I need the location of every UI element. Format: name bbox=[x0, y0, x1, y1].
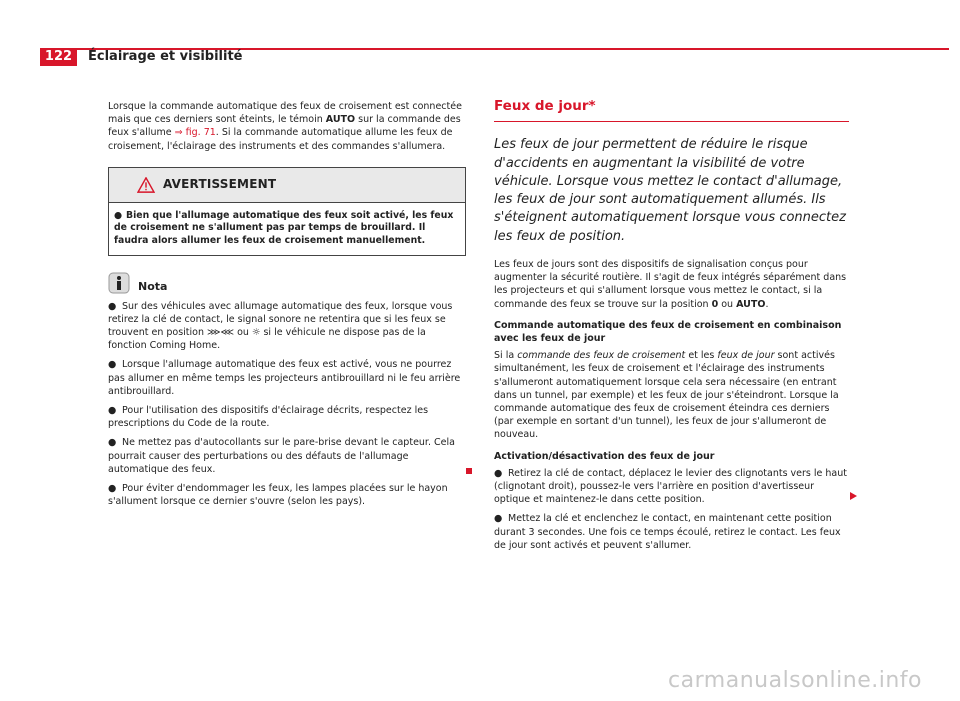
paragraph: Si la commande des feux de croisement et les feux de jour sont activés simultanément, les feux de croisement et l'éclairage des instruments s'allumeront automatiquement lorsque cela sera nécessaire (en entrant dans un tunnel, par exemple) et les feux de jour s'éteindront. Lorsque la commande automatique des feux de croisement éteindra ces derniers (par exemple en sortant d'un tunnel), les feux de jour s'allumeront de nouveau. bbox=[494, 350, 839, 441]
note-item: ● Lorsque l'allumage automatique des feux est activé, vous ne pourrez pas allumer en même temps les projecteurs antibrouillard ni le feu arrière antibrouillard. bbox=[108, 359, 461, 397]
warning-header bbox=[109, 168, 465, 203]
section-intro: Les feux de jour permettent de réduire le risque d'accidents en augmentant la visibilité de votre véhicule. Lorsque vous mettez le contact d'allumage, les feux de jour sont automatiquement allumés. Ils s'éteignent automatiquement lorsque vous connectez les feux de position. bbox=[494, 137, 846, 244]
left-column bbox=[108, 100, 466, 514]
right-column bbox=[494, 100, 849, 558]
warning-text: ● Bien que l'allumage automatique des feux soit activé, les feux de croisement ne s'allument pas par temps de brouillard. Il faudra alors allumer les feux de croisement manuellement. bbox=[114, 209, 454, 246]
watermark: carmanualsonline.info bbox=[668, 668, 922, 693]
note-title: Nota bbox=[138, 279, 168, 293]
list-item: ● Mettez la clé et enclenchez le contact, en maintenant cette position durant 3 secondes. Une fois ce temps écoulé, retirez le contact. Les feux de jour sont activés et peuvent s'allumer. bbox=[494, 513, 841, 551]
note-item: ● Ne mettez pas d'autocollants sur le pare-brise devant le capteur. Cela pourrait causer des perturbations ou des défauts de l'allumage automatique des feux. bbox=[108, 437, 455, 475]
intro-paragraph: Lorsque la commande automatique des feux de croisement est connectée mais que ces derniers sont éteints, le témoin AUTO sur la commande des feux s'allume ⇒ fig. 71. Si la commande automatique allume les feux de croisement, l'éclairage des instruments et des commandes s'allumera. bbox=[108, 101, 462, 152]
warning-box bbox=[108, 167, 466, 256]
section-title: Feux de jour* bbox=[494, 100, 849, 122]
figure-link[interactable]: ⇒ fig. 71 bbox=[174, 127, 216, 139]
warning-triangle-icon bbox=[137, 177, 155, 193]
section-end-marker bbox=[466, 468, 472, 474]
note-item: ● Pour l'utilisation des dispositifs d'éclairage décrits, respectez les prescriptions du Code de la route. bbox=[108, 405, 429, 430]
list-item: ● Retirez la clé de contact, déplacez le levier des clignotants vers le haut (clignotant droit), poussez-le vers l'arrière en position d'avertisseur optique et maintenez-le dans cette position. bbox=[494, 467, 847, 506]
subheading: Activation/désactivation des feux de jour bbox=[494, 450, 715, 462]
note-item: ● Sur des véhicules avec allumage automatique des feux, lorsque vous retirez la clé de contact, le signal sonore ne retentira que si les feux se trouvent en position ⋙⋘ ou ☼ si le véhicule ne dispose pas de la fonction Coming Home. bbox=[108, 300, 453, 352]
note-header bbox=[108, 272, 466, 294]
note-item: ● Pour éviter d'endommager les feux, les lampes placées sur le hayon s'allument lorsque ce dernier s'ouvre (selon les pays). bbox=[108, 483, 448, 508]
chapter-title: Éclairage et visibilité bbox=[88, 49, 243, 64]
position-zero: 0 bbox=[711, 298, 719, 310]
auto-indicator: AUTO bbox=[736, 298, 766, 310]
continue-arrow-icon bbox=[850, 492, 857, 500]
paragraph: Les feux de jours sont des dispositifs de signalisation conçus pour augmenter la sécurité routière. Il s'agit de feux intégrés séparément dans les projecteurs et qui s'allument lorsque vous mettez le contact, si la commande des feux se trouve sur la position 0 ou AUTO. bbox=[494, 258, 847, 310]
auto-indicator: AUTO bbox=[325, 114, 356, 126]
warning-title: AVERTISSEMENT bbox=[163, 177, 277, 192]
info-icon bbox=[108, 272, 130, 294]
page-number: 122 bbox=[40, 48, 77, 66]
subheading: Commande automatique des feux de croisement en combinaison avec les feux de jour bbox=[494, 319, 842, 344]
